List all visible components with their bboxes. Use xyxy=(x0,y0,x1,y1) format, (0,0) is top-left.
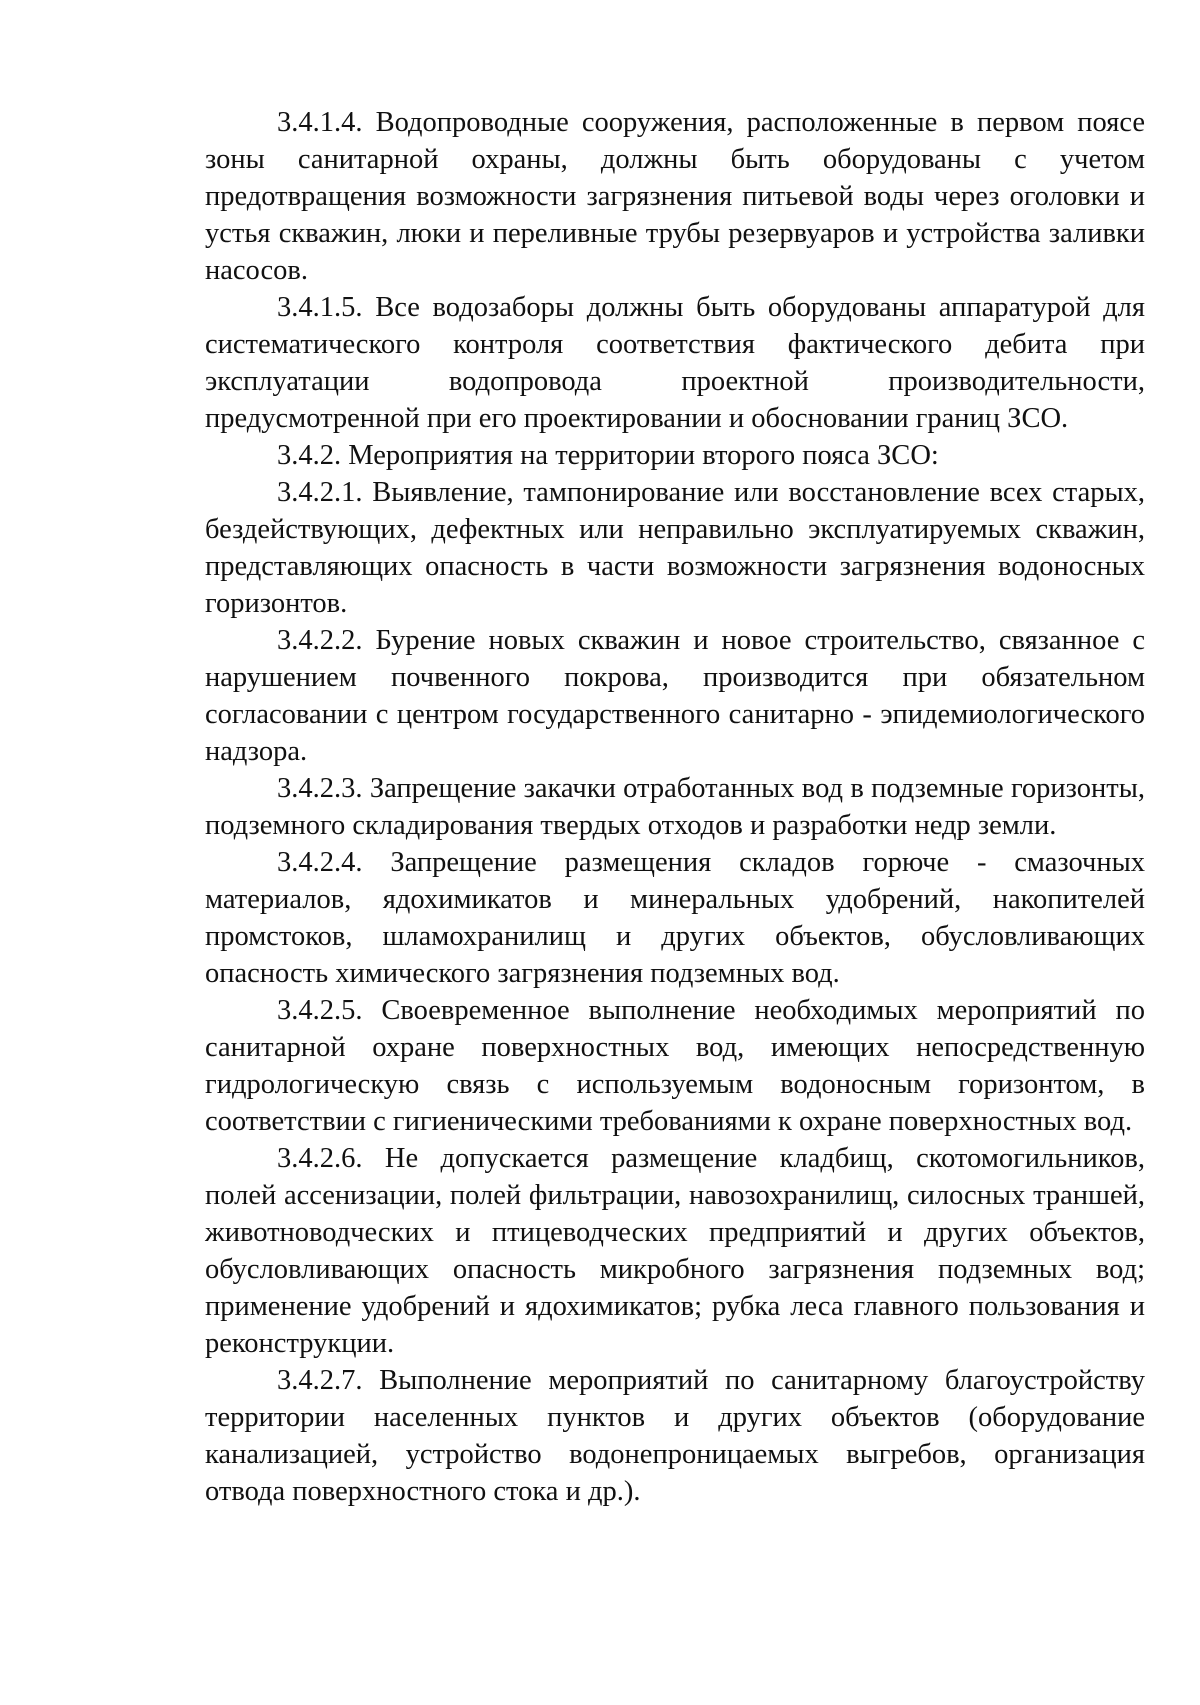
paragraph-3-4-1-4: 3.4.1.4. Водопроводные сооружения, расположенные в первом поясе зоны санитарной охраны, должны быть оборудованы с учетом предотвращения возможности загрязнения питьевой воды через оголовки и устья скважин, люки и переливные трубы резервуаров и устройства заливки насосов. xyxy=(205,107,1145,286)
document-body xyxy=(205,104,1145,1510)
paragraph-3-4-2-7: 3.4.2.7. Выполнение мероприятий по санитарному благоустройству территории населенных пунктов и других объектов (оборудование канализацией, устройство водонепроницаемых выгребов, организация отвода поверхностного стока и др.). xyxy=(205,1365,1145,1507)
paragraph-3-4-2-1: 3.4.2.1. Выявление, тампонирование или восстановление всех старых, бездействующих, дефектных или неправильно эксплуатируемых скважин, представляющих опасность в части возможности загрязнения водоносных горизонтов. xyxy=(205,477,1145,619)
paragraph-3-4-2-5: 3.4.2.5. Своевременное выполнение необходимых мероприятий по санитарной охране поверхностных вод, имеющих непосредственную гидрологическую связь с используемым водоносным горизонтом, в соответствии с гигиеническими требованиями к охране поверхностных вод. xyxy=(205,995,1145,1137)
paragraph-3-4-1-5: 3.4.1.5. Все водозаборы должны быть оборудованы аппаратурой для систематического контроля соответствия фактического дебита при эксплуатации водопровода проектной производительности, предусмотренной при его проектировании и обосновании границ ЗСО. xyxy=(205,292,1145,434)
paragraph-3-4-2-3: 3.4.2.3. Запрещение закачки отработанных вод в подземные горизонты, подземного складирования твердых отходов и разработки недр земли. xyxy=(205,773,1145,841)
paragraph-3-4-2: 3.4.2. Мероприятия на территории второго пояса ЗСО: xyxy=(277,440,939,471)
paragraph-3-4-2-2: 3.4.2.2. Бурение новых скважин и новое строительство, связанное с нарушением почвенного покрова, производится при обязательном согласовании с центром государственного санитарно - эпидемиологического надзора. xyxy=(205,625,1145,767)
paragraph-3-4-2-6: 3.4.2.6. Не допускается размещение кладбищ, скотомогильников, полей ассенизации, полей фильтрации, навозохранилищ, силосных траншей, животноводческих и птицеводческих предприятий и других объектов, обусловливающих опасность микробного загрязнения подземных вод; применение удобрений и ядохимикатов; рубка леса главного пользования и реконструкции. xyxy=(205,1143,1145,1359)
paragraph-3-4-2-4: 3.4.2.4. Запрещение размещения складов горюче - смазочных материалов, ядохимикатов и минеральных удобрений, накопителей промстоков, шламохранилищ и других объектов, обусловливающих опасность химического загрязнения подземных вод. xyxy=(205,847,1145,989)
